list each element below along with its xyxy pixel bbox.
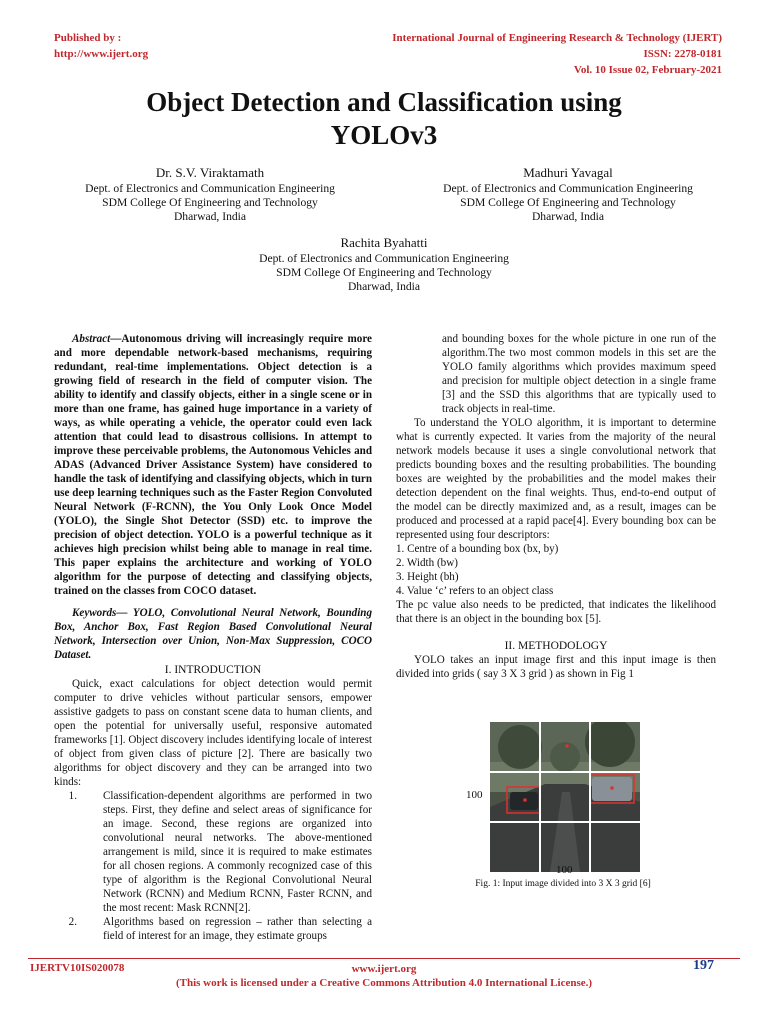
road-scene-illustration: [490, 722, 640, 872]
intro-paragraph: Quick, exact calculations for object detection would permit computer to drive vehicles without particular sensors, empower assistive gadgets to pass on constant scene data to human clients, and open the potential for universally useful, responsive automated frameworks [1]. Object discovery includes identifying locale of interest of object from given class of picture [2]. There are basically two algorithms for object discovery and they can be arranged into two kinds:: [54, 678, 372, 788]
figure-caption: Fig. 1: Input image divided into 3 X 3 grid [6]: [475, 879, 651, 889]
journal-url-link[interactable]: http://www.ijert.org: [54, 48, 149, 60]
list-number: 2.: [68, 916, 77, 928]
author-name: Dr. S.V. Viraktamath: [155, 165, 265, 180]
page-number: 197: [693, 958, 714, 973]
author-place: Dharwad, India: [173, 210, 247, 223]
descriptor-item: 4. Value ‘c’ refers to an object class: [396, 585, 554, 597]
author-name: Rachita Byahatti: [340, 235, 428, 250]
abstract-label: Abstract: [72, 333, 111, 345]
author-dept: Dept. of Electronics and Communication Engineering: [259, 252, 509, 265]
author-block-2: [418, 166, 718, 224]
list-continuation: and bounding boxes for the whole picture in one run of the algorithm.The two most common models in this set are the YOLO family algorithms which provides maximum speed and precision for multiple object detection in a single frame [3] and the SSD this algorithms that are typically used to track objects in real-time.: [442, 333, 716, 415]
author-block-3: [234, 236, 534, 294]
yolo-paragraph: To understand the YOLO algorithm, it is important to determine what is currently expected. It varies from the majority of the neural network models because it uses a single convolutional network that predicts bounding boxes and the resulting probabilities. The bounding boxes are weighted by the probabilities and the model makes their detection dependent on the final weights. Thus, end-to-end output of the model can be directly maximized and, as a result, images can be produced and processed at a rapid pace[4]. Every bounding box can be represented using four descriptors:: [396, 417, 716, 541]
abstract: [54, 332, 372, 598]
list-item: [68, 915, 372, 943]
title-line-2: YOLOv3: [330, 120, 438, 150]
keywords: [54, 606, 372, 662]
author-dept: Dept. of Electronics and Communication Engineering: [443, 182, 693, 195]
footer-center: [0, 962, 768, 990]
pc-paragraph: The pc value also needs to be predicted, that indicates the likelihood that there is an object in the bounding box [5].: [396, 599, 716, 625]
figure-axis-label-left: 100: [466, 789, 483, 801]
paper-title: [40, 86, 728, 152]
license-notice: (This work is licensed under a Creative Commons Attribution 4.0 International License.): [175, 977, 593, 989]
descriptor-item: 2. Width (bw): [396, 557, 458, 569]
author-place: Dharwad, India: [531, 210, 605, 223]
header-right: [392, 30, 722, 78]
section-heading-introduction: I. INTRODUCTION: [164, 664, 262, 676]
abstract-text: —Autonomous driving will increasingly require more and more dependable network-based mechanisms, requiring redundant, real-time implementations. Object detection is a growing field of research in the field of computer vision. The ability to identify and classify objects, either in a single scene or in more than one frame, has gained huge importance in a variety of ways, as while operating a vehicle, the operator could even lack attention that could lead to disastrous collisions. In attempt to improve these perceivable problems, the Autonomous Vehicles and ADAS (Advanced Driver Assistance System) have considered to handle the task of identifying and classifying objects, which in turn use deep learning techniques such as the Faster Region Convoluted Neural Network (F-RCNN), the You Only Look Once Model (YOLO), the Single Shot Detector (SSD) etc. to improve the precision of object detection. YOLO is a powerful technique as it achieves high precision whilst being able to manage in real time. This paper explains the architecture and working of YOLO algorithm for the purpose of detecting and classifying objects, trained on the classes from COCO dataset.: [54, 333, 372, 597]
author-college: SDM College Of Engineering and Technology: [460, 196, 676, 209]
author-name: Madhuri Yavagal: [523, 165, 613, 180]
keywords-label: Keywords: [72, 607, 117, 619]
title-line-1: Object Detection and Classification using: [146, 87, 622, 117]
volume-issue: Vol. 10 Issue 02, February-2021: [573, 64, 722, 76]
right-column: [396, 332, 716, 681]
left-column: [54, 332, 372, 943]
author-block-1: [60, 166, 360, 224]
author-college: SDM College Of Engineering and Technology: [102, 196, 318, 209]
section-heading-methodology: II. METHODOLOGY: [504, 640, 608, 652]
author-dept: Dept. of Electronics and Communication Engineering: [85, 182, 335, 195]
method-paragraph: YOLO takes an input image first and this input image is then divided into grids ( say 3 X 3 grid ) as shown in Fig 1: [396, 654, 716, 680]
figure-grid-image: [490, 722, 640, 872]
descriptor-item: 1. Centre of a bounding box (bx, by): [396, 543, 559, 555]
journal-name: International Journal of Engineering Research & Technology (IJERT): [392, 32, 722, 44]
author-college: SDM College Of Engineering and Technology: [276, 266, 492, 279]
keywords-text: — YOLO, Convolutional Neural Network, Bounding Box, Anchor Box, Fast Region Based Convolutional Neural Network, Intersection over Union, Non-Max Suppression, COCO Dataset.: [54, 607, 372, 661]
list-text: Algorithms based on regression – rather than selecting a field of interest for an image, they estimate groups: [103, 916, 372, 942]
list-text: Classification-dependent algorithms are performed in two steps. First, they define and select areas of significance for an image. Second, these regions are organized into convolutional neural networks. The above-mentioned arrangement is mild, since it is required to make estimates for all chosen regions. A commonly recognized case of this type of algorithm is the Regional Convolutional Neural Network (RCNN) and Medium RCNN, Faster RCNN, and the most recent: Mask RCNN[2].: [103, 790, 372, 914]
list-number: 1.: [68, 790, 77, 802]
author-place: Dharwad, India: [347, 280, 421, 293]
footer-url-link[interactable]: www.ijert.org: [351, 963, 417, 975]
figure-axis-label-bottom: 100: [556, 864, 573, 876]
published-by: Published by :: [54, 32, 122, 44]
paper-id: IJERTV10IS020078: [30, 962, 125, 974]
header-left: [54, 30, 148, 62]
algorithm-list: [54, 789, 372, 943]
footer-divider: [28, 958, 740, 959]
descriptor-item: 3. Height (bh): [396, 571, 459, 583]
issn: ISSN: 2278-0181: [643, 48, 722, 60]
list-item: [68, 789, 372, 915]
